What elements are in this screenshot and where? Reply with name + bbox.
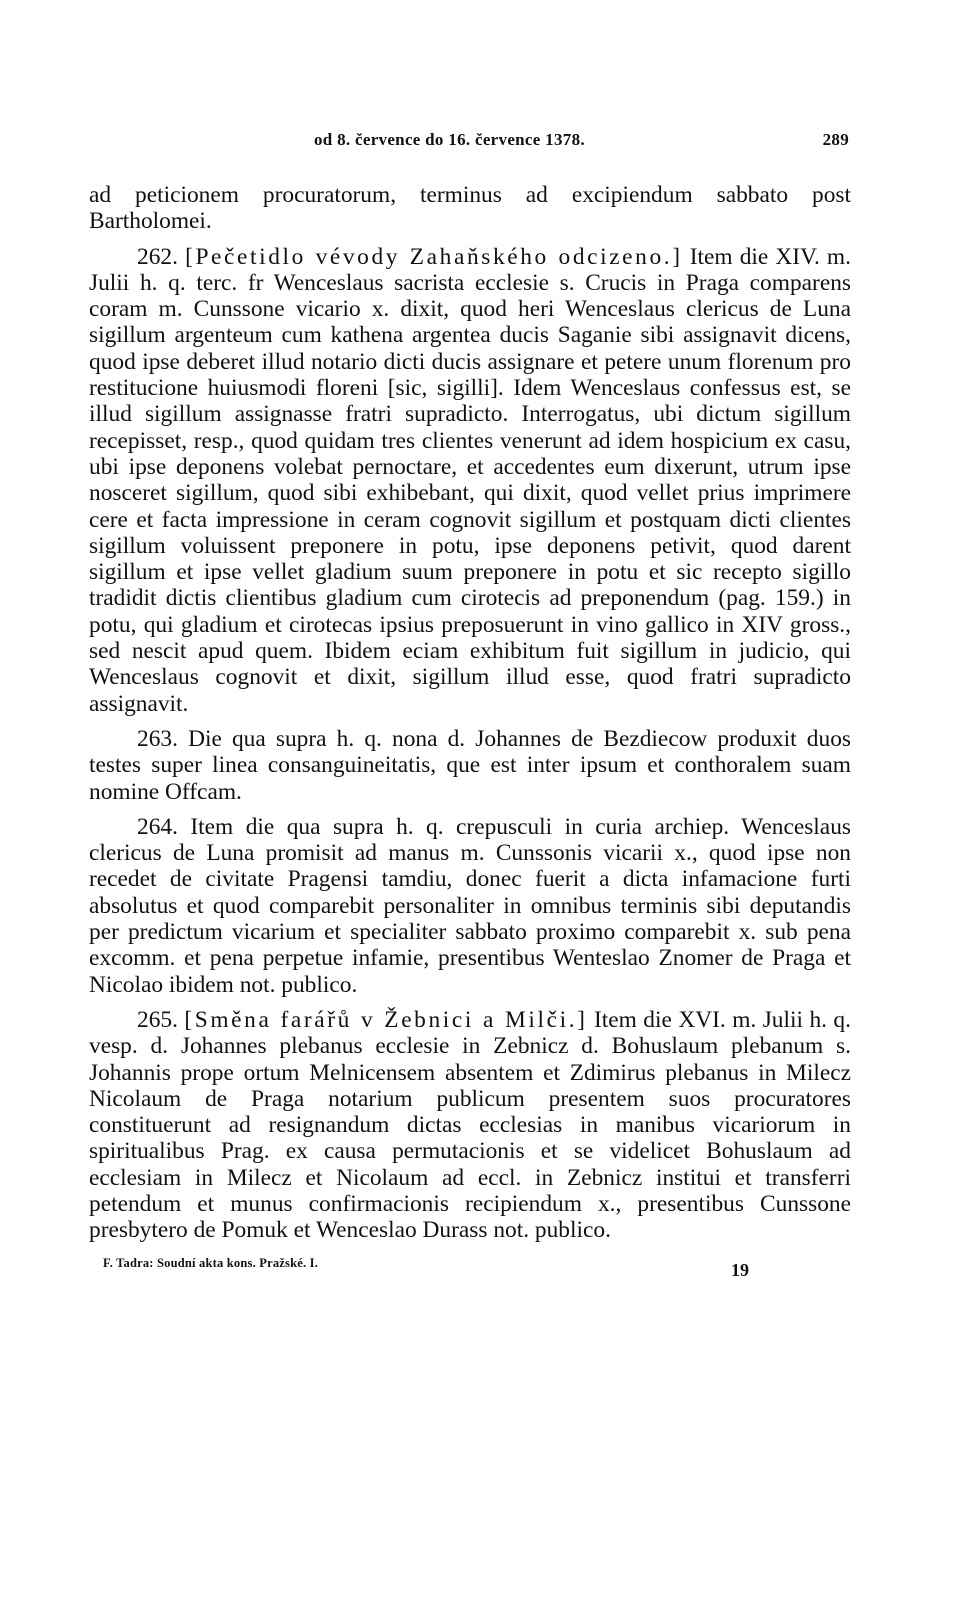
running-head xyxy=(89,130,851,154)
entry-262 xyxy=(89,244,851,717)
entry-number: 265. xyxy=(137,1006,178,1033)
entry-text: Die qua supra h. q. nona d. Johannes de Bezdiecow produxit duos testes super linea consanguineitatis, que est inter ipsum et conthoralem suam nomine Offcam. xyxy=(89,725,851,805)
entry-264 xyxy=(89,814,851,998)
page-number: 289 xyxy=(822,130,849,149)
body-text xyxy=(89,182,851,1244)
page-footer xyxy=(89,1254,851,1280)
signature-mark: 19 xyxy=(731,1259,749,1280)
entry-number: 264. xyxy=(137,813,178,840)
entry-text: Item die XIV. m. Julii h. q. terc. fr Wenceslaus sacrista ecclesie s. Crucis in Praga comparens coram m. Cunssone vicario x. dixit, quod heri Wenceslaus clericus de Luna sigillum argenteum cum kathena argentea ducis Saganie sibi assignavit dicens, quod ipse deberet illud notario dicti ducis assignare et petere unum florenum pro restitucione huiusmodi floreni [sic, sigilli]. Idem Wenceslaus confessus est, se illud sigillum assignasse fratri supradicto. Interrogatus, ubi dictum sigillum recepisset, resp., quod quidam tres clientes venerunt ad idem hospicium ex casu, ubi ipse deponens volebat pernoctare, et accedentes eum dixerunt, utrum ipse nosceret sigillum, quod sibi exhibebant, qui dixit, quod vellet prius imprimere cere et facta impressione in ceram cognovit sigillum et postquam dicti clientes sigillum voluissent preponere in potu, ipse deponens petivit, quod darent sigillum et ipse vellet gladium suum preponere in potu et sic recepto sigillo tradidit dictis clientibus gladium cum cirotecis ad preponendum (pag. 159.) in potu, qui gladium et cirotecas ipsius preposuerunt in vino gallico in XIV gross., sed nescit apud quem. Ibidem eciam exhibitum fuit sigillum in judicio, qui Wenceslaus cognovit et dixit, sigillum illud esse, quod fratri supradicto assignavit. xyxy=(89,243,851,717)
entry-number: 263. xyxy=(137,725,178,752)
running-title: od 8. července do 16. července 1378. xyxy=(314,130,585,149)
entry-text: Item die qua supra h. q. crepusculi in curia archiep. Wenceslaus clericus de Luna promisit ad manus m. Cunssonis vicarii x., quod ipse non recedet de civitate Pragensi tamdiu, donec fuerit a dicta infamacione furti absolutus et quod comparebit personaliter in omnibus terminis sibi deputandis per predictum vicarium et specialiter sabbato proximo comparebit x. sub pena excomm. et pena perpetue infamie, presentibus Wenteslao Znomer de Praga et Nicolao ibidem not. publico. xyxy=(89,813,851,998)
entry-265 xyxy=(89,1007,851,1244)
entry-heading: [Pečetidlo vévody Zahaňského odcizeno.] xyxy=(185,243,683,270)
entry-number: 262. xyxy=(137,243,178,270)
continuation-paragraph: ad peticionem procuratorum, terminus ad excipiendum sabbato post Bartholomei. xyxy=(89,182,851,235)
book-page xyxy=(89,130,851,1280)
source-note: F. Tadra: Soudní akta kons. Pražské. I. xyxy=(103,1255,319,1270)
entry-heading: [Směna farářů v Žebnici a Milči.] xyxy=(184,1006,588,1033)
entry-text: Item die XVI. m. Julii h. q. vesp. d. Johannes plebanus ecclesie in Zebnicz d. Bohuslaum plebanum s. Johannis prope ortum Melnicensem absentem et Zdimirus plebanus in Milecz Nicolaum de Praga notarium publicum presentem suos procuratores constituerunt ad resignandum dictas ecclesias in manibus vicariorum in spiritualibus Prag. ex causa permutacionis et se videlicet Bohuslaum ad ecclesiam in Milecz et Nicolaum ad eccl. in Zebnicz institui et transferri petendum et munus confirmacionis recipiendum x., presentibus Cunssone presbytero de Pomuk et Wenceslao Durass not. publico. xyxy=(89,1006,851,1244)
entry-263 xyxy=(89,726,851,805)
